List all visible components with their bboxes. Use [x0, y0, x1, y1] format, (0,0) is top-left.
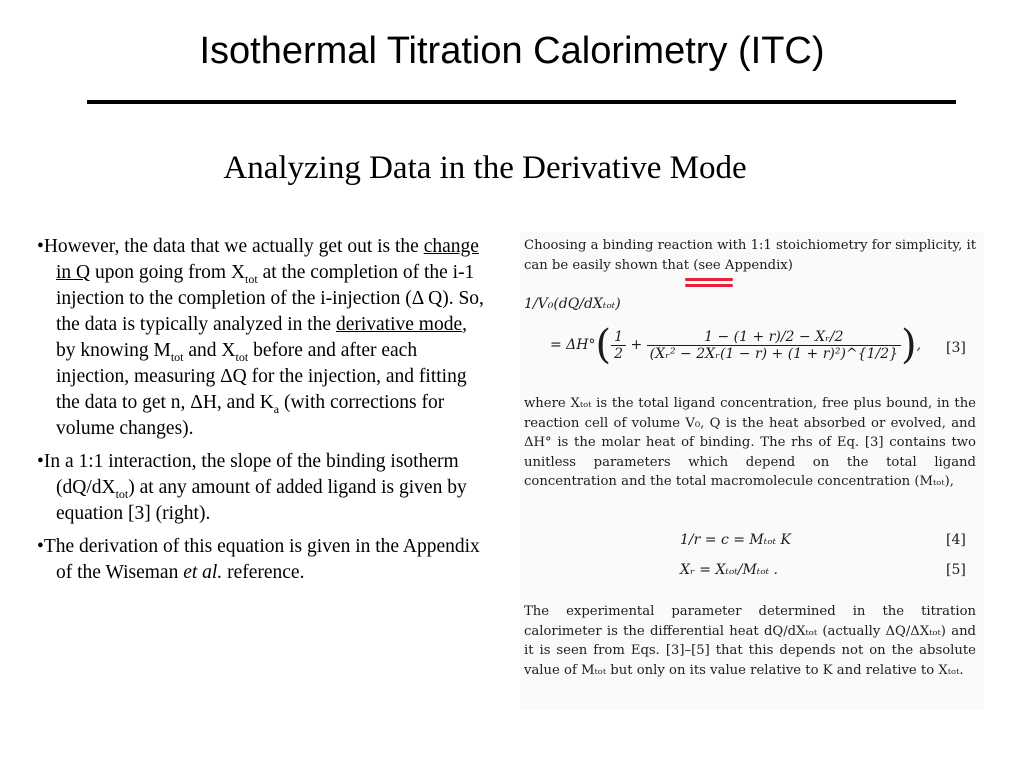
- equation-5-number: [5]: [946, 562, 966, 578]
- bullet-derivative-data: •However, the data that we actually get out is the change in Q upon going from $X_{tot}$ at the completion of the i-1 injection to the completion of the i-injection (Δ Q). So, the data is typically analyzed in the derivative mode, by knowing $M_{tot}$ and $X_{tot}$ before and after each injection, measuring ΔQ for the injection, and fitting the data to get n, ΔH, and $K_a$ (with corrections for volume changes).: [37, 236, 484, 439]
- bullet-list: [37, 234, 487, 593]
- equation-4: 1/r = c = Mₜₒₜ K: [680, 532, 791, 548]
- equation-3-lhs: 1/V₀(dQ/dXₜₒₜ): [524, 296, 621, 312]
- excerpt-paragraph-conclusion: The experimental parameter determined in the titration calorimeter is the differential heat dQ/dXₜₒₜ (actually ΔQ/ΔXₜₒₜ) and it is seen from Eqs. [3]–[5] that this depends not on the absolute value of Mₜₒₜ but only on its value relative to K and relative to Xₜₒₜ.: [524, 604, 976, 678]
- bullet-derivation: •The derivation of this equation is given in the Appendix of the Wiseman et al. reference.: [37, 536, 480, 583]
- title-divider: [87, 100, 956, 104]
- paper-excerpt-image: [520, 232, 984, 710]
- highlight-mark: [685, 278, 733, 281]
- equation-5: Xᵣ = Xₜₒₜ/Mₜₒₜ .: [680, 562, 778, 578]
- highlight-mark: [685, 284, 733, 287]
- slide-subtitle: Analyzing Data in the Derivative Mode: [223, 150, 747, 186]
- excerpt-paragraph-definitions: where Xₜₒₜ is the total ligand concentration, free plus bound, in the reaction cell of volume V₀, Q is the heat absorbed or evolved, and ΔH° is the molar heat of binding. The rhs of Eq. [3] contains two unitless parameters which depend on the total ligand concentration and the total macromolecule concentration (Mₜₒₜ),: [524, 396, 976, 489]
- equation-3-number: [3]: [946, 340, 966, 356]
- bullet-binding-slope: •In a 1:1 interaction, the slope of the binding isotherm $(dQ/dX_{tot})$ at any amount of added ligand is given by equation [3] (right).: [37, 451, 467, 524]
- equation-3: = ΔH°( $\frac{1}{2}$ + $\frac{\text{1 − (1 + r)/2 − Xᵣ/2}}{\text{(Xᵣ² − 2Xᵣ(1 − r) + (1 + r)²)\textasciicircum{}\{1/2\}}}$ ),: [550, 322, 922, 368]
- excerpt-paragraph-intro: Choosing a binding reaction with 1:1 stoichiometry for simplicity, it can be easily shown that (see Appendix): [524, 238, 976, 273]
- slide-title: Isothermal Titration Calorimetry (ITC): [199, 30, 825, 72]
- equation-4-number: [4]: [946, 532, 966, 548]
